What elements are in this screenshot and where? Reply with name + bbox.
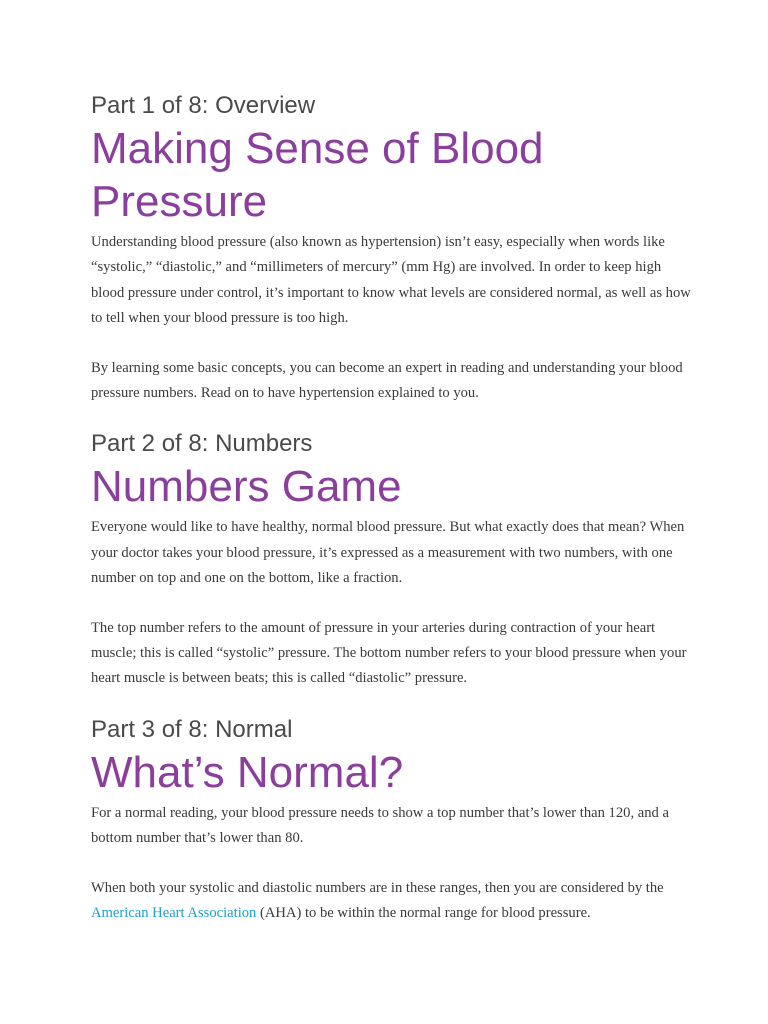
section-title: Numbers Game bbox=[91, 462, 402, 512]
paragraph: For a normal reading, your blood pressure needs to show a top number that’s lower than 120, and a bottom number that’s lower than 80. bbox=[91, 804, 669, 846]
section-title: Making Sense of Blood Pressure bbox=[91, 124, 544, 226]
paragraph-text-before-link: When both your systolic and diastolic numbers are in these ranges, then you are considered by the bbox=[91, 879, 664, 896]
section-numbers bbox=[91, 428, 691, 691]
paragraph: Everyone would like to have healthy, normal blood pressure. But what exactly does that mean? When your doctor takes your blood pressure, it’s expressed as a measurement with two numbers, with one number on top and one on the bottom, like a fraction. bbox=[91, 519, 685, 586]
paragraph-text-after-link: (AHA) to be within the normal range for blood pressure. bbox=[256, 904, 591, 921]
section-normal bbox=[91, 714, 691, 927]
article bbox=[91, 90, 691, 926]
aha-link[interactable]: American Heart Association bbox=[91, 904, 257, 921]
section-title: What’s Normal? bbox=[91, 747, 404, 797]
paragraph: The top number refers to the amount of pressure in your arteries during contraction of your heart muscle; this is called “systolic” pressure. The bottom number refers to your blood pressure when your heart muscle is between beats; this is called “diastolic” pressure. bbox=[91, 619, 687, 687]
section-overview bbox=[91, 90, 691, 406]
paragraph: By learning some basic concepts, you can become an expert in reading and understanding your blood pressure numbers. Read on to have hypertension explained to you. bbox=[91, 359, 683, 401]
part-label: Part 1 of 8: Overview bbox=[91, 92, 316, 119]
part-label: Part 3 of 8: Normal bbox=[91, 715, 293, 743]
paragraph-with-link bbox=[91, 876, 691, 927]
part-label: Part 2 of 8: Numbers bbox=[91, 430, 313, 458]
paragraph: Understanding blood pressure (also known as hypertension) isn’t easy, especially when words like “systolic,” “diastolic,” and “millimeters of mercury” (mm Hg) are involved. In order to keep high blood pressure under control, it’s important to know what levels are considered normal, as well as how to tell when your blood pressure is too high. bbox=[91, 234, 691, 326]
